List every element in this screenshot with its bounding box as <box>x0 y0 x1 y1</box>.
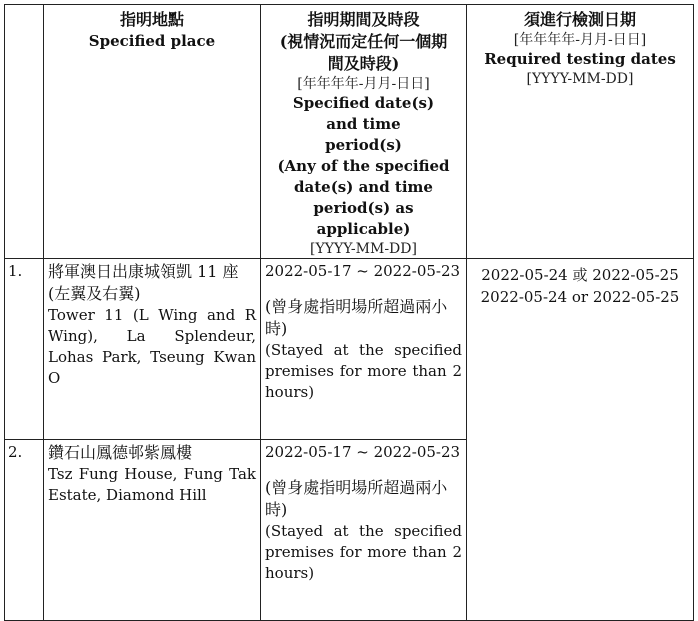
header-testing-en: Required testing dates <box>484 50 676 68</box>
header-place-cell <box>44 5 261 259</box>
period-cell <box>261 259 467 440</box>
header-period-en: Specified date(s) and time period(s) <box>292 94 435 154</box>
place-cell <box>44 259 261 440</box>
header-testing-cell <box>467 5 694 259</box>
row-number: 1. <box>5 259 44 440</box>
testing-dates-en: 2022-05-24 or 2022-05-25 <box>480 288 680 306</box>
header-period-zh-note: (視情況而定任何一個期間及時段) <box>279 32 448 73</box>
period-note-zh: (曾身處指明場所超過兩小時) <box>265 478 448 519</box>
header-place-zh: 指明地點 <box>119 10 184 29</box>
period-note-en: (Stayed at the specified premises for more than 2 hours) <box>265 341 462 401</box>
header-row <box>5 5 694 259</box>
period-cell <box>261 440 467 621</box>
period-note-en: (Stayed at the specified premises for more than 2 hours) <box>265 522 462 582</box>
place-name-en: Tower 11 (L Wing and R Wing), La Splendeur, Lohas Park, Tseung Kwan O <box>48 306 256 387</box>
row-number: 2. <box>5 440 44 621</box>
place-cell <box>44 440 261 621</box>
testing-dates-zh: 2022-05-24 或 2022-05-25 <box>481 266 679 284</box>
header-period-en-note: (Any of the specified date(s) and time period(s) as applicable) <box>277 157 450 238</box>
header-testing-zh: 須進行檢測日期 <box>523 10 636 29</box>
specified-places-table <box>4 4 694 621</box>
header-period-en-format: [YYYY-MM-DD] <box>310 241 417 257</box>
table-row <box>5 259 694 440</box>
notice-table-container <box>4 4 693 621</box>
place-name-en: Tsz Fung House, Fung Tak Estate, Diamond Hill <box>48 465 256 504</box>
header-number-cell <box>5 5 44 259</box>
period-note-zh: (曾身處指明場所超過兩小時) <box>265 297 448 338</box>
header-testing-zh-format: [年年年年-月月-日日] <box>513 32 647 48</box>
header-period-zh: 指明期間及時段 <box>307 10 420 29</box>
period-dates: 2022-05-17 ~ 2022-05-23 <box>265 262 461 280</box>
header-place-en: Specified place <box>88 32 216 50</box>
header-testing-en-format: [YYYY-MM-DD] <box>526 71 634 87</box>
testing-dates-cell <box>467 259 694 621</box>
period-dates: 2022-05-17 ~ 2022-05-23 <box>265 443 461 461</box>
header-period-cell <box>261 5 467 259</box>
place-name-zh: 將軍澳日出康城領凱 11 座(左翼及右翼) <box>48 262 239 303</box>
place-name-zh: 鑽石山鳳德邨紫鳳樓 <box>48 443 193 462</box>
header-period-zh-format: [年年年年-月月-日日] <box>297 76 430 92</box>
